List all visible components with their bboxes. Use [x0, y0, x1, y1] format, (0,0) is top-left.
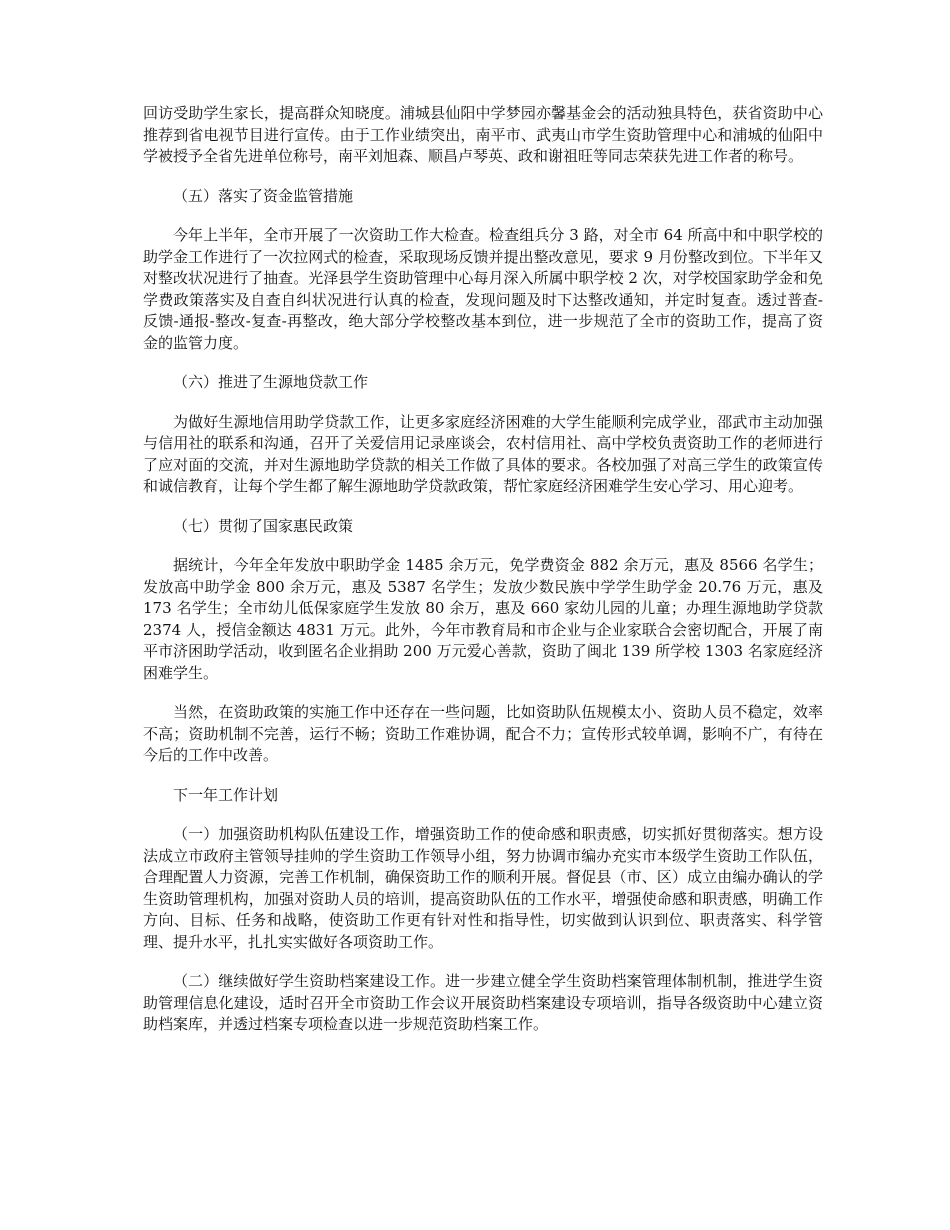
- section-heading-5: （五）落实了资金监管措施: [173, 186, 354, 205]
- section-heading-6: （六）推进了生源地贷款工作: [173, 373, 369, 391]
- paragraph-1: 回访受助学生家长，提高群众知晓度。浦城县仙阳中学梦园亦馨基金会的活动独具特色，获省资助中心推荐到省电视节目进行宣传。由于工作业绩突出，南平市、武夷山市学生资助管理中心和浦城的仙阳中学被授予全省先进单位称号，南平刘旭森、顺昌卢琴英、政和谢祖旺等同志荣获先进工作者的称号。: [143, 104, 823, 165]
- document-page: [143, 103, 823, 1054]
- paragraph-5: 当然，在资助政策的实施工作中还存在一些问题，比如资助队伍规模太小、资助人员不稳定，效率不高；资助机制不完善，运行不畅；资助工作难协调，配合不力；宣传形式较单调，影响不广，有待在今后的工作中改善。: [143, 703, 823, 764]
- paragraph-2: 今年上半年，全市开展了一次资助工作大检查。检查组兵分 3 路，对全市 64 所高中和中职学校的助学金工作进行了一次拉网式的检查，采取现场反馈并提出整改意见，要求 9 月份整改到位。下半年又对整改状况进行了抽查。光泽县学生资助管理中心每月深入所属中职学校 2 次，对学校国家助学金和免学费政策落实及自查自纠状况进行认真的检查，发现问题及时下达整改通知，并定时复查。透过普查-反馈-通报-整改-复查-再整改，绝大部分学校整改基本到位，进一步规范了全市的资助工作，提高了资金的监管力度。: [143, 226, 823, 352]
- section-heading-plan: 下一年工作计划: [173, 785, 279, 804]
- section-heading-7: （七）贯彻了国家惠民政策: [173, 516, 354, 535]
- paragraph-3: 为做好生源地信用助学贷款工作，让更多家庭经济困难的大学生能顺利完成学业，邵武市主动加强与信用社的联系和沟通，召开了关爱信用记录座谈会，农村信用社、高中学校负责资助工作的老师进行了应对面的交流，并对生源地助学贷款的相关工作做了具体的要求。各校加强了对高三学生的政策宣传和诚信教育，让每个学生都了解生源地助学贷款政策，帮忙家庭经济困难学生安心学习、用心迎考。: [143, 412, 823, 495]
- paragraph-4: 据统计，今年全年发放中职助学金 1485 余万元，免学费资金 882 余万元，惠及 8566 名学生；发放高中助学金 800 余万元，惠及 5387 名学生；发放少数民族中学学生助学金 20.76 万元，惠及 173 名学生；全市幼儿低保家庭学生发放 80 余万，惠及 660 家幼儿园的儿童；办理生源地助学贷款 2374 人，授信金额达 4831 万元。此外，今年市教育局和市企业与企业家联合会密切配合，开展了南平市济困助学活动，收到匿名企业捐助 200 万元爱心善款，资助了闽北 139 所学校 1303 名家庭经济困难学生。: [143, 556, 823, 682]
- paragraph-7: （二）继续做好学生资助档案建设工作。进一步建立健全学生资助档案管理体制机制，推进学生资助管理信息化建设，适时召开全市资助工作会议开展资助档案建设专项培训，指导各级资助中心建立资助档案库，并透过档案专项检查以进一步规范资助档案工作。: [143, 972, 823, 1033]
- paragraph-6: （一）加强资助机构队伍建设工作，增强资助工作的使命感和职责感，切实抓好贯彻落实。想方设法成立市政府主管领导挂帅的学生资助工作领导小组，努力协调市编办充实市本级学生资助工作队伍，合理配置人力资源，完善工作机制，确保资助工作的顺利开展。督促县（市、区）成立由编办确认的学生资助管理机构，加强对资助人员的培训，提高资助队伍的工作水平，增强使命感和职责感，明确工作方向、目标、任务和战略，使资助工作更有针对性和指导性，切实做到认识到位、职责落实、科学管理、提升水平，扎扎实实做好各项资助工作。: [143, 825, 823, 951]
